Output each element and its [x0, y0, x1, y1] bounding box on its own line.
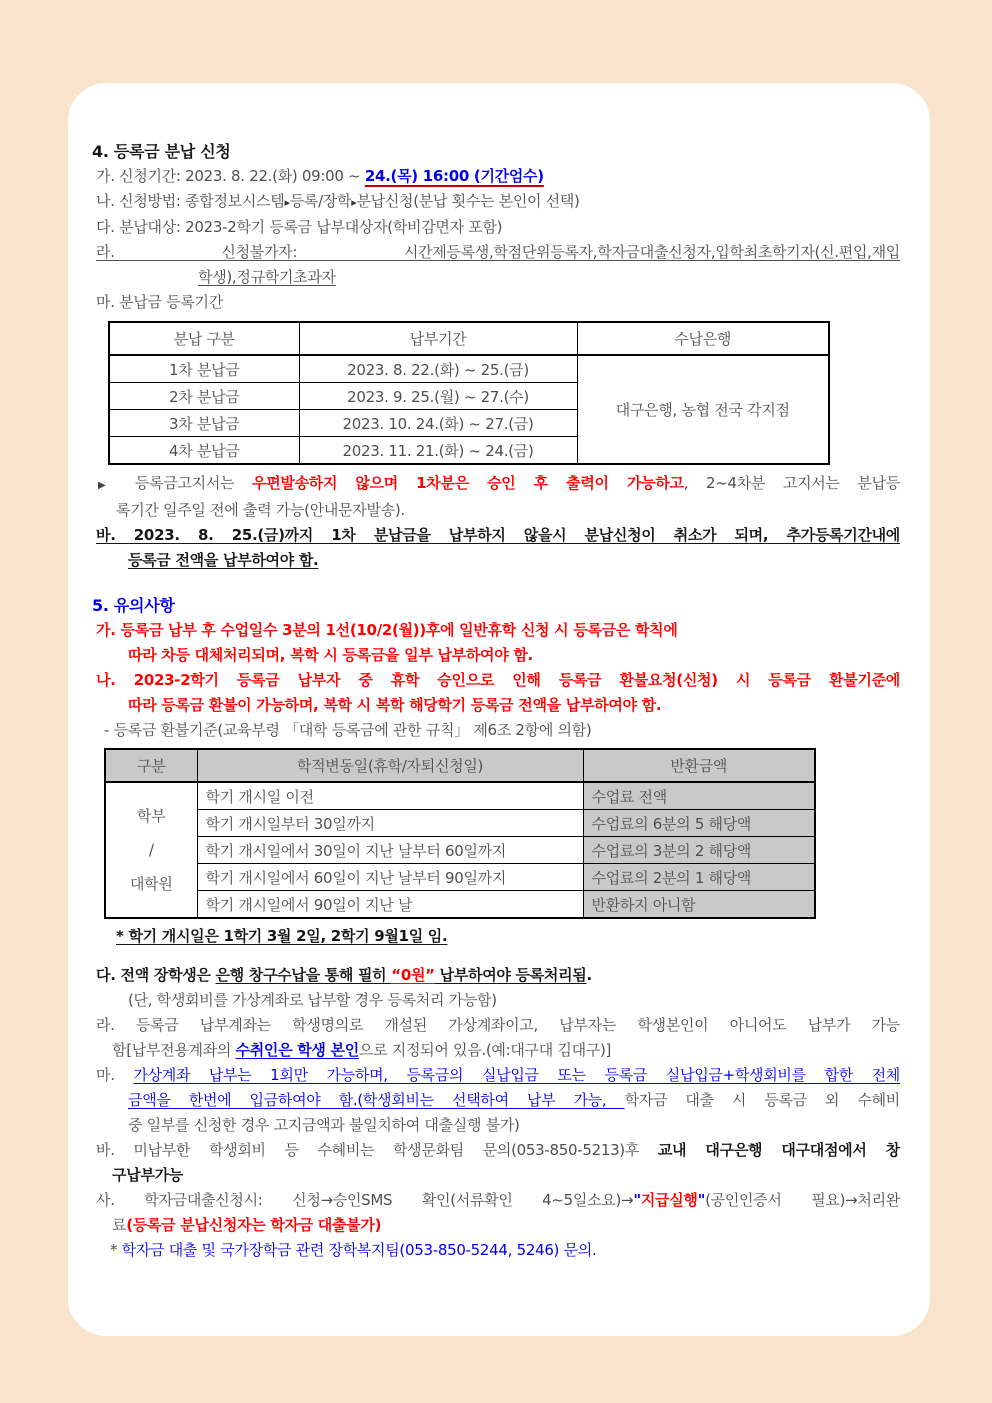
sec5-item-unpaid-fee-cont: 구납부가능 — [112, 1166, 183, 1184]
cell-installment-label: 3차 분납금 — [109, 410, 299, 437]
installment-table — [108, 321, 830, 465]
sec4-item-cancellation-cont: 등록금 전액을 납부하여야 함. — [128, 551, 319, 569]
cell-payment-period: 2023. 8. 22.(화) ~ 25.(금) — [299, 355, 577, 383]
cell-payment-period: 2023. 11. 21.(화) ~ 24.(금) — [299, 437, 577, 465]
cell-installment-label: 2차 분납금 — [109, 383, 299, 410]
table-row — [109, 355, 829, 383]
sec5-item-leave-cont: 따라 차등 대체처리되며, 복학 시 등록금을 일부 납부하여야 함. — [128, 646, 533, 664]
sec5-item-scholarship-cont: (단, 학생회비를 가상계좌로 납부할 경우 등록처리 가능함) — [128, 991, 497, 1009]
cell-change-date: 학기 개시일에서 60일이 지난 날부터 90일까지 — [197, 864, 583, 891]
section4-title: 4. 등록금 분납 신청 — [92, 142, 231, 161]
refund-standard-note: - 등록금 환불기준(교육부령 「대학 등록금에 관한 규칙」 제6조 2항에 의함) — [104, 721, 592, 739]
cell-change-date: 학기 개시일부터 30일까지 — [197, 810, 583, 837]
table-row — [105, 864, 815, 891]
sec4-item-ineligible: 라. 신청불가자: 시간제등록생,학점단위등록자,학자금대출신청자,입학최초학기자(신.편입,재입 — [96, 243, 900, 261]
cell-refund-amount: 반환하지 아니함 — [583, 891, 815, 919]
sec5-item-student-loan: 사. 학자금대출신청시: 신청→승인SMS 확인(서류확인 4~5일소요)→"지급실행"(공인인증서 필요)→처리완 — [96, 1191, 900, 1209]
cell-change-date: 학기 개시일에서 30일이 지난 날부터 60일까지 — [197, 837, 583, 864]
sec5-item-account-cont: 함[납부전용계좌의 수취인은 학생 본인으로 지정되어 있음.(예:대구대 김대구)] — [112, 1041, 612, 1059]
header-cell: 납부기간 — [299, 322, 577, 355]
sec5-item-virtual-account-cont2: 중 일부를 신청한 경우 고지금액과 불일치하여 대출실행 불가) — [128, 1116, 520, 1134]
table-row — [105, 891, 815, 919]
sec5-item-virtual-account: 마. 가상계좌 납부는 1회만 가능하며, 등록금의 실납입금 또는 등록금 실납입금+학생회비를 합한 전체 — [96, 1066, 900, 1084]
cell-bank: 대구은행, 농협 전국 각지점 — [577, 355, 829, 464]
group-label: 학부 — [137, 807, 166, 825]
notice-bullet: ▶ 등록금고지서는 우편발송하지 않으며 1차분은 승인 후 출력이 가능하고, 2~4차분 고지서는 분납등 — [98, 474, 900, 492]
sec4-item-application-method: 나. 신청방법: 종합정보시스템▸등록/장학▸분납신청(분납 횟수는 본인이 선택) — [96, 192, 580, 210]
section5-title: 5. 유의사항 — [92, 596, 175, 615]
group-label: 대학원 — [129, 875, 173, 893]
table-row — [105, 810, 815, 837]
document-panel — [68, 83, 930, 1336]
sec5-item-scholarship: 다. 전액 장학생은 은행 창구수납을 통해 필히 “0원” 납부하여야 등록처리됨. — [96, 966, 592, 984]
sec5-item-leave: 가. 등록금 납부 후 수업일수 3분의 1선(10/2(월))후에 일반휴학 신청 시 등록금은 학칙에 — [96, 621, 678, 639]
cell-refund-amount: 수업료의 2분의 1 해당액 — [583, 864, 815, 891]
refund-group-cell — [105, 782, 197, 918]
sec4-item-registration-period: 마. 분납금 등록기간 — [96, 293, 223, 311]
notice-bullet-cont: 록기간 일주일 전에 출력 가능(안내문자발송). — [116, 501, 405, 519]
table-row — [105, 837, 815, 864]
sec4-item-target: 다. 분납대상: 2023-2학기 등록금 납부대상자(학비감면자 포함) — [96, 218, 503, 236]
sec5-item-student-loan-cont: 료(등록금 분납신청자는 학자금 대출불가) — [112, 1216, 382, 1234]
contact-note: * 학자금 대출 및 국가장학금 관련 장학복지팀(053-850-5244, 5246) 문의. — [110, 1241, 597, 1259]
cell-change-date: 학기 개시일 이전 — [197, 782, 583, 810]
sec5-item-unpaid-fee: 바. 미납부한 학생회비 등 수혜비는 학생문화팀 문의(053-850-5213)후 교내 대구은행 대구대점에서 창 — [96, 1141, 900, 1159]
installment-table-header-row — [109, 322, 829, 355]
table-row — [105, 782, 815, 810]
refund-table-header-row — [105, 749, 815, 782]
sec4-item-application-period: 가. 신청기간: 2023. 8. 22.(화) 09:00 ~ 24.(목) 16:00 (기간엄수) — [96, 167, 544, 185]
header-cell: 학적변동일(휴학/자퇴신청일) — [197, 749, 583, 782]
cell-payment-period: 2023. 9. 25.(월) ~ 27.(수) — [299, 383, 577, 410]
sec5-item-refund-cont: 따라 등록금 환불이 가능하며, 복학 시 복학 해당학기 등록금 전액을 납부하여야 함. — [128, 696, 662, 714]
sec5-item-account: 라. 등록금 납부계좌는 학생명의로 개설된 가상계좌이고, 납부자는 학생본인이 아니어도 납부가 가능 — [96, 1016, 900, 1034]
sec4-item-ineligible-cont: 학생),정규학기초과자 — [198, 268, 336, 286]
header-cell: 반환금액 — [583, 749, 815, 782]
cell-refund-amount: 수업료의 3분의 2 해당액 — [583, 837, 815, 864]
sec5-item-virtual-account-cont1: 금액을 한번에 입금하여야 함.(학생회비는 선택하여 납부 가능, 학자금 대출 시 등록금 외 수혜비 — [128, 1091, 900, 1109]
cell-refund-amount: 수업료 전액 — [583, 782, 815, 810]
header-cell: 구분 — [105, 749, 197, 782]
refund-table — [104, 748, 816, 919]
cell-payment-period: 2023. 10. 24.(화) ~ 27.(금) — [299, 410, 577, 437]
sec5-item-refund: 나. 2023-2학기 등록금 납부자 중 휴학 승인으로 인해 등록금 환불요청(신청) 시 등록금 환불기준에 — [96, 671, 900, 689]
cell-refund-amount: 수업료의 6분의 5 해당액 — [583, 810, 815, 837]
semester-start-note: * 학기 개시일은 1학기 3월 2일, 2학기 9월1일 임. — [116, 927, 448, 945]
header-cell: 수납은행 — [577, 322, 829, 355]
sec4-item-cancellation: 바. 2023. 8. 25.(금)까지 1차 분납금을 납부하지 않을시 분납신청이 취소가 되며, 추가등록기간내에 — [96, 526, 900, 544]
cell-change-date: 학기 개시일에서 90일이 지난 날 — [197, 891, 583, 919]
cell-installment-label: 4차 분납금 — [109, 437, 299, 465]
header-cell: 분납 구분 — [109, 322, 299, 355]
group-label: / — [148, 841, 154, 859]
cell-installment-label: 1차 분납금 — [109, 355, 299, 383]
